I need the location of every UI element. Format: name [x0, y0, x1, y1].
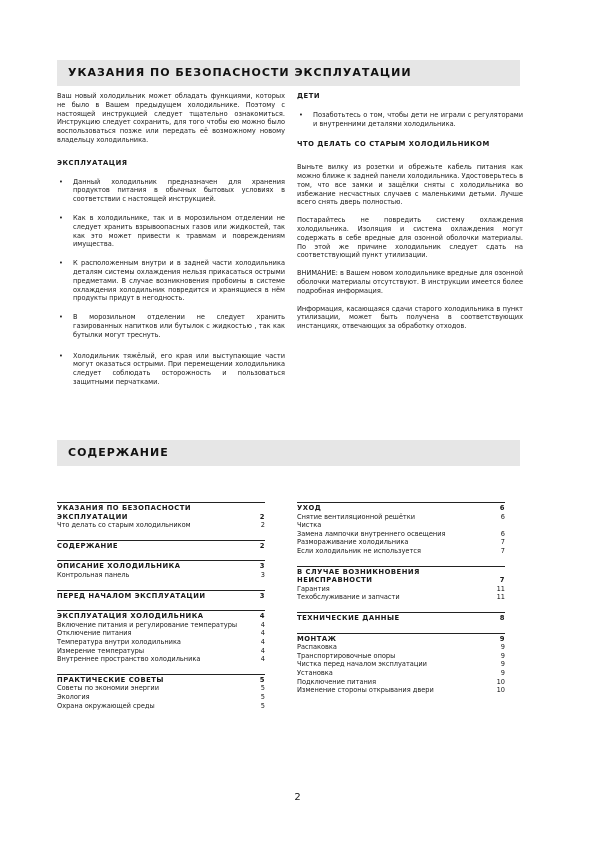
- toc-item-page: 4: [260, 655, 265, 664]
- toc-section-heading: [297, 612, 505, 623]
- toc-section-page: 8: [499, 613, 505, 622]
- old-fridge-paragraphs: [297, 163, 523, 331]
- toc-section-title: ПЕРЕД НАЧАЛОМ ЭКСПЛУАТАЦИИ: [57, 591, 206, 600]
- toc-item-page: 2: [260, 521, 265, 530]
- toc-item-title: Размораживание холодильника: [297, 538, 409, 547]
- toc-section: [297, 502, 505, 556]
- toc-section-page: 6: [499, 504, 505, 512]
- toc-section-title: МОНТАЖ: [297, 634, 337, 643]
- toc-section-page: 7: [499, 576, 505, 585]
- toc-item-title: Если холодильник не используется: [297, 546, 421, 555]
- toc-section-title: В СЛУЧАЕ ВОЗНИКНОВЕНИЯ НЕИСПРАВНОСТИ: [297, 567, 420, 585]
- toc-section-heading: [297, 566, 505, 585]
- old-fridge-paragraph: Информация, касающаяся сдачи старого холодильника в пункт утилизации, может быть получена в соответствующих инстанциях, отвечающих за обработку отходов.: [297, 304, 523, 331]
- toc-item-title: Чистка: [297, 521, 322, 530]
- toc-item: [297, 538, 505, 547]
- toc-item: [57, 621, 265, 630]
- toc-section-page: 3: [259, 562, 265, 571]
- toc-right-column: [297, 502, 505, 705]
- toc-item-page: 5: [260, 701, 265, 710]
- toc-item: [297, 521, 505, 530]
- toc-item-title: Транспортировочные опоры: [297, 651, 396, 660]
- toc-section: [57, 610, 265, 664]
- toc-section-heading: [297, 633, 505, 644]
- toc-item-title: Распаковка: [297, 643, 337, 652]
- toc-section-page: 2: [259, 541, 265, 550]
- toc-item: [297, 652, 505, 661]
- toc-item: [57, 629, 265, 638]
- toc-item-title: Включение питания и регулирование температуры: [57, 620, 238, 629]
- toc-section-heading: [57, 560, 265, 571]
- old-fridge-paragraph: Постарайтесь не повредить систему охлаждения холодильника. Изоляция и система охлаждения могут содержать в себе вредные для озонной оболочки материалы. По этой же причине холодильник следует сдать на соответствующий пункт утилизации.: [297, 216, 523, 260]
- toc-item-title: Отключение питания: [57, 629, 132, 638]
- operation-item: • К расположенным внутри и в задней части холодильника деталям системы охлаждения нельзя прикасаться острыми предметами. В случае возникновения пробоины в системе охлаждения холодильник повредится и хранящиеся в нём продукты придут в негодность.: [57, 259, 285, 303]
- toc-item-page: 3: [260, 570, 265, 579]
- toc-item: [57, 684, 265, 693]
- toc-item: [57, 647, 265, 656]
- toc-item-title: Измерение температуры: [57, 646, 145, 655]
- toc-item-title: Техобслуживание и запчасти: [297, 593, 400, 602]
- toc-item-page: 7: [500, 546, 505, 555]
- toc-item-title: Внутреннее пространство холодильника: [57, 655, 201, 664]
- toc-item-title: Изменение стороны открывания двери: [297, 686, 434, 695]
- toc-section-heading: [57, 610, 265, 621]
- toc-item: [57, 702, 265, 711]
- toc-item-page: 6: [500, 512, 505, 521]
- toc-section-page: 3: [259, 591, 265, 600]
- toc-section-title: УХОД: [297, 504, 322, 512]
- toc-item-page: 9: [500, 660, 505, 669]
- toc-item: [297, 669, 505, 678]
- safety-banner: [57, 60, 520, 86]
- toc-item: [57, 655, 265, 664]
- toc-item: [297, 678, 505, 687]
- toc-section-heading: [57, 540, 265, 551]
- operation-list: [57, 178, 285, 387]
- toc-section-title: ТЕХНИЧЕСКИЕ ДАННЫЕ: [297, 613, 400, 622]
- toc-section: [57, 540, 265, 551]
- toc-section-title: ЭКСПЛУАТАЦИЯ ХОЛОДИЛЬНИКА: [57, 612, 204, 621]
- toc-item-title: Чистка перед началом эксплуатации: [297, 660, 427, 669]
- toc-item-page: 11: [496, 593, 505, 602]
- children-heading: ДЕТИ: [297, 92, 321, 100]
- toc-item-page: 4: [260, 629, 265, 638]
- operation-item: • Как в холодильнике, так и в морозильном отделении не следует хранить взрывоопасных газов или жидкостей, так как это может привести к травмам и повреждениям имущества.: [57, 214, 285, 249]
- toc-section: [297, 633, 505, 695]
- toc-left-column: [57, 502, 265, 720]
- toc-section-title: УКАЗАНИЯ ПО БЕЗОПАСНОСТИ ЭКСПЛУАТАЦИИ: [57, 504, 192, 521]
- toc-section-heading: [57, 502, 265, 521]
- toc-item: [297, 585, 505, 594]
- toc-item: [57, 638, 265, 647]
- toc-section-page: 4: [259, 612, 265, 621]
- toc-section-page: 5: [259, 675, 265, 684]
- toc-section: [57, 590, 265, 601]
- toc-item-page: 4: [260, 620, 265, 629]
- old-fridge-paragraph: ВНИМАНИЕ: в Вашем новом холодильнике вредные для озонной оболочки материалы отсутствуют. В инструкции имеется более подробная информация.: [297, 269, 523, 295]
- children-item: • Позаботьтесь о том, чтобы дети не играли с регуляторами и внутренними деталями холодильника.: [297, 111, 523, 129]
- toc-item: [297, 593, 505, 602]
- toc-item-title: Установка: [297, 668, 333, 677]
- toc-item-title: Контрольная панель: [57, 570, 130, 579]
- old-fridge-paragraph: Выньте вилку из розетки и обрежьте кабель питания как можно ближе к задней панели холодильника. Удостоверьтесь в том, что все замки и защёлки сняты с холодильника во избежание несчастных случаев с маленькими детьми. Лучше всего снять дверь полностью.: [297, 163, 523, 207]
- toc-item-title: Температура внутри холодильника: [57, 637, 181, 646]
- toc-item-title: Что делать со старым холодильником: [57, 521, 191, 530]
- toc-item: [57, 521, 265, 530]
- toc-item-page: 4: [260, 646, 265, 655]
- toc-item: [297, 660, 505, 669]
- toc-section-page: 2: [259, 512, 265, 521]
- toc-item: [57, 693, 265, 702]
- safety-right-column: [297, 92, 523, 340]
- toc-item-page: 6: [500, 529, 505, 538]
- toc-item-title: Экология: [57, 692, 90, 701]
- intro-paragraph: Ваш новый холодильник может обладать функциями, которых не было в Вашем предыдущем холодильнике. Поэтому с настоящей инструкцией следует тщательно ознакомиться. Инструкцию следует сохранить, для того чтобы ею можно было воспользоваться позже или передать её возможному новому владельцу холодильника.: [57, 92, 285, 144]
- toc-item-page: 5: [260, 684, 265, 693]
- toc-item-page: 11: [496, 584, 505, 593]
- toc-item-title: Гарантия: [297, 584, 330, 593]
- toc-section-heading: [297, 502, 505, 513]
- toc-section: [57, 502, 265, 530]
- toc-item-title: Советы по экономии энергии: [57, 684, 159, 693]
- toc-item: [297, 513, 505, 522]
- toc-item-page: 10: [496, 677, 505, 686]
- toc-section: [297, 566, 505, 602]
- old-fridge-heading: ЧТО ДЕЛАТЬ СО СТАРЫМ ХОЛОДИЛЬНИКОМ: [297, 140, 490, 149]
- toc-item-page: 9: [500, 668, 505, 677]
- toc-item-title: Снятие вентиляционной решётки: [297, 512, 416, 521]
- toc-item: [297, 547, 505, 556]
- toc-item: [297, 686, 505, 695]
- operation-heading: ЭКСПЛУАТАЦИЯ: [57, 158, 128, 167]
- operation-item: • Данный холодильник предназначен для хранения продуктов питания в обычных бытовых условиях в соответствии с настоящей инструкцией.: [57, 178, 285, 204]
- contents-banner-title: СОДЕРЖАНИЕ: [68, 446, 169, 459]
- toc-item: [57, 571, 265, 580]
- toc-section: [57, 674, 265, 710]
- toc-item-page: 5: [260, 692, 265, 701]
- operation-item: • В морозильном отделении не следует хранить газированных напитков или бутылок с жидкостью , так как бутылки могут треснуть.: [57, 313, 285, 339]
- toc-section-heading: [57, 590, 265, 601]
- toc-section-title: ОПИСАНИЕ ХОЛОДИЛЬНИКА: [57, 562, 181, 571]
- toc-item: [297, 530, 505, 539]
- toc-item-title: Подключение питания: [297, 677, 377, 686]
- toc-item-title: Замена лампочки внутреннего освещения: [297, 529, 446, 538]
- toc-item: [297, 643, 505, 652]
- toc-section-heading: [57, 674, 265, 685]
- page-number: 2: [294, 792, 301, 803]
- safety-left-column: [57, 92, 285, 387]
- children-list: [297, 111, 523, 129]
- toc-section: [57, 560, 265, 579]
- toc-section-title: СОДЕРЖАНИЕ: [57, 541, 119, 550]
- toc-item-title: Охрана окружающей среды: [57, 701, 155, 710]
- toc-section: [297, 612, 505, 623]
- toc-item-page: 4: [260, 637, 265, 646]
- safety-banner-title: УКАЗАНИЯ ПО БЕЗОПАСНОСТИ ЭКСПЛУАТАЦИИ: [68, 66, 412, 79]
- contents-banner: [57, 440, 520, 466]
- operation-item: • Холодильник тяжёлый, его края или выступающие части могут оказаться острыми. При перемещении холодильника следует соблюдать осторожность и пользоваться защитными перчатками.: [57, 352, 285, 387]
- toc-item-page: 9: [500, 643, 505, 652]
- toc-item-page: 7: [500, 538, 505, 547]
- toc-section-page: 9: [499, 634, 505, 643]
- toc-item-page: 10: [496, 686, 505, 695]
- toc-item-page: 9: [500, 651, 505, 660]
- toc-section-title: ПРАКТИЧЕСКИЕ СОВЕТЫ: [57, 675, 164, 684]
